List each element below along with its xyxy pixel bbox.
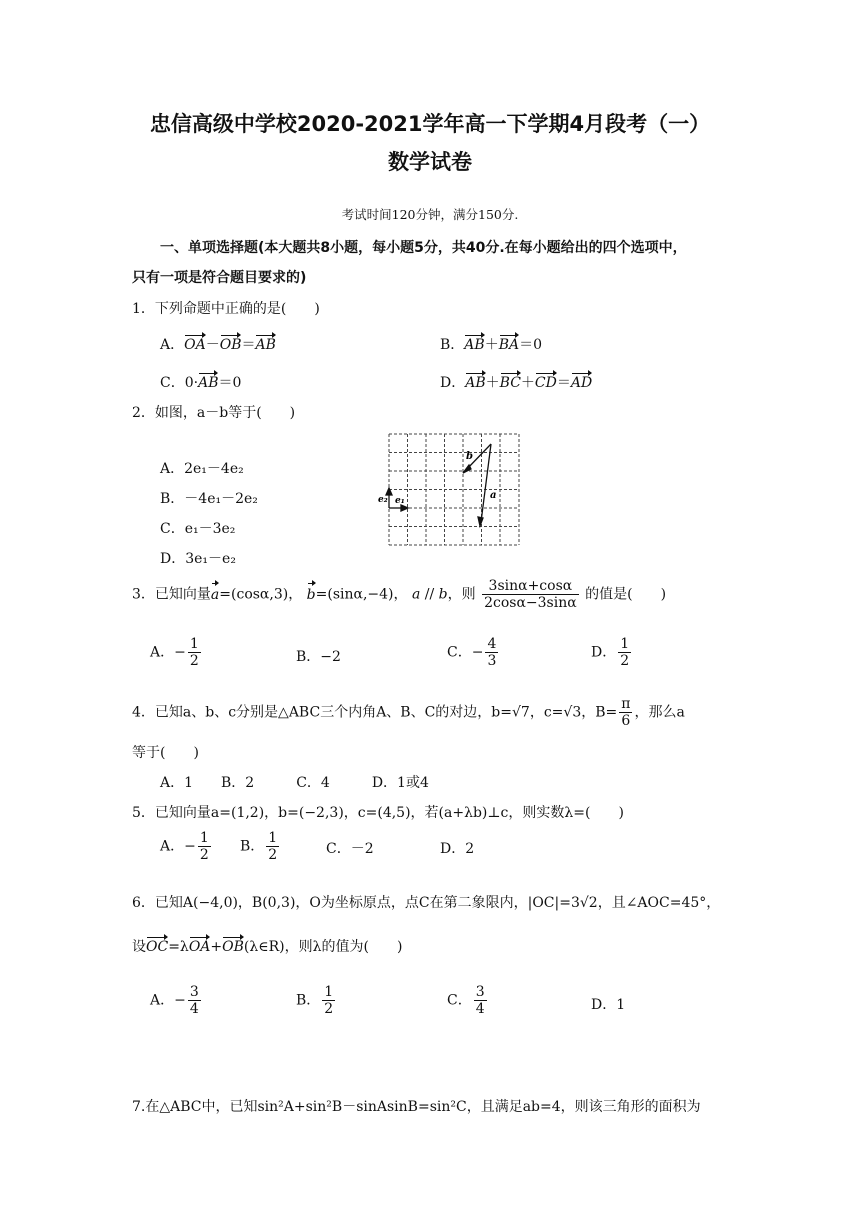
- section-heading-line1: 一、单项选择题(本大题共8小题，每小题5分，共40分.在每小题给出的四个选项中，: [160, 240, 687, 256]
- q6-stem-line1: 6．已知A(−4,0)，B(0,3)，O为坐标原点，点C在第二象限内，|OC|=3√2，且∠AOC=45°，: [132, 895, 721, 911]
- q5-option-b: B． $\frac{1}{2}$: [240, 830, 278, 864]
- q1-option-b: B．AB＋BA＝0: [440, 337, 543, 353]
- q4-stem-line2: 等于( ): [132, 745, 199, 761]
- q6-option-d: D．1: [591, 997, 626, 1013]
- q2-vector-grid-figure: [370, 430, 530, 552]
- q4-stem: 4．已知a、b、c分别是△ABC三个内角A、B、C的对边，b=√7，c=√3，B= $\frac{\pi}{6}$ ，那么a: [132, 696, 685, 730]
- q2-option-b: B．－4e₁－2e₂: [160, 491, 258, 507]
- q2-option-c: C．e₁－3e₂: [160, 521, 236, 537]
- q2-label-b: b: [466, 451, 473, 462]
- q5-option-a: A．− $\frac{1}{2}$: [160, 830, 209, 864]
- q5-option-d: D．2: [440, 841, 475, 857]
- q2-option-a: A．2e₁－4e₂: [160, 461, 244, 477]
- section-heading-line2: 只有一项是符合题目要求的): [132, 270, 307, 286]
- q5-stem: 5．已知向量a=(1,2)，b=(−2,3)，c=(4,5)，若(a+λb)⊥c，则实数λ=( ): [132, 805, 624, 821]
- q2-label-a: a: [490, 490, 497, 501]
- q4-options: A．1 B．2 C．4 D．1或4: [160, 775, 429, 791]
- q2-label-e2: e₂: [378, 495, 388, 505]
- q5-option-c: C．－2: [326, 841, 374, 857]
- q3-stem: 3．已知向量a=(cosα,3)， b=(sinα,−4)， a // b，则 $\frac{3\sin\alpha+\cos\alpha}{2\cos\alpha-3\sin\alpha}$ 的值是( ): [132, 578, 667, 612]
- q3-option-a: A．− $\frac{1}{2}$: [150, 636, 199, 670]
- q2-stem: 2．如图，a－b等于( ): [132, 405, 296, 421]
- q6-option-a: A．− $\frac{3}{4}$: [150, 984, 199, 1018]
- q6-stem-line2: 设OC=λOA+OB(λ∈R)，则λ的值为( ): [132, 939, 403, 955]
- q1-stem: 1．下列命题中正确的是( ): [132, 301, 320, 317]
- exam-info: 考试时间120分钟，满分150分.: [341, 207, 519, 222]
- q1-option-c: C．0·AB＝0: [160, 375, 242, 391]
- q3-option-d: D． $\frac{1}{2}$: [591, 636, 630, 670]
- exam-title-line1: 忠信高级中学校2020-2021学年高一下学期4月段考（一）: [149, 112, 711, 136]
- q3-option-b: B．−2: [296, 649, 341, 665]
- q1-option-d: D．AB＋BC＋CD＝AD: [440, 375, 593, 391]
- q3-option-c: C．− $\frac{4}{3}$: [447, 636, 497, 670]
- q7-stem: 7.在△ABC中，已知sin²A+sin²B－sinAsinB=sin²C，且满足ab=4，则该三角形的面积为: [132, 1099, 701, 1115]
- q1-option-a: A．OA－OB＝AB: [160, 337, 276, 353]
- q2-option-d: D．3e₁－e₂: [160, 551, 236, 567]
- q6-option-c: C． $\frac{3}{4}$: [447, 984, 485, 1018]
- exam-title-line2: 数学试卷: [388, 150, 472, 174]
- q3-fraction: $\frac{3\sin\alpha+\cos\alpha}{2\cos\alpha-3\sin\alpha}$: [484, 578, 577, 612]
- q6-option-b: B． $\frac{1}{2}$: [296, 984, 334, 1018]
- q2-label-e1: e₁: [395, 496, 405, 506]
